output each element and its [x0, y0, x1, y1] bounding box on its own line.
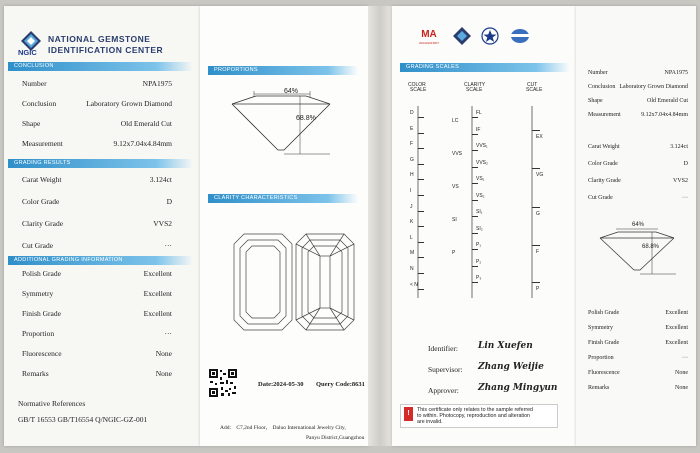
color-grade-label: D	[410, 110, 414, 116]
staff-role: Identifier:	[428, 344, 458, 353]
field-row	[588, 195, 613, 201]
section-grading-results: GRADING RESULTS	[8, 159, 193, 168]
field-label: Finish Grade	[588, 340, 620, 346]
clarity-scale-title-2: SCALE	[466, 87, 483, 93]
clarity-group-label: VVS	[452, 151, 463, 158]
cut-grade-tick	[532, 207, 540, 208]
field-label: Symmetry	[588, 325, 613, 331]
field-value-wrap	[144, 269, 172, 278]
field-label: Fluorescence	[588, 370, 620, 376]
center-name-line2: IDENTIFICATION CENTER	[48, 45, 164, 55]
field-row	[22, 175, 61, 184]
section-additional: ADDITIONAL GRADING INFORMATION	[8, 256, 193, 265]
staff-role: Approver:	[428, 386, 459, 395]
center-fold	[368, 6, 392, 446]
color-grade-label: I	[410, 188, 412, 194]
cut-grade-tick	[532, 245, 540, 246]
scales-panel	[392, 6, 576, 446]
field-value: 9.12x7.04x4.84mm	[113, 139, 172, 148]
certificate-front-panel	[4, 6, 200, 446]
field-value: VVS2	[153, 219, 172, 228]
staff-signature: Lin Xuefen	[478, 341, 533, 351]
qr-code-icon	[208, 368, 238, 398]
field-value: 3.124ct	[670, 144, 688, 150]
color-grade-tick	[418, 195, 424, 196]
color-grade-tick	[418, 117, 424, 118]
field-value: 9.12x7.04x4.84mm	[641, 112, 688, 118]
field-row	[22, 289, 53, 298]
query-code: Query Code:8631	[316, 381, 365, 388]
field-row	[22, 139, 63, 148]
field-label: Polish Grade	[588, 310, 620, 316]
field-value-wrap	[153, 219, 172, 228]
field-value: Excellent	[143, 309, 172, 318]
color-grade-label: N	[410, 266, 414, 272]
field-value: D	[683, 161, 688, 167]
field-label: Clarity Grade	[588, 178, 621, 184]
field-label: Color Grade	[588, 161, 618, 167]
field-label: Measurement	[588, 112, 621, 118]
field-row	[22, 79, 47, 88]
field-label: Shape	[588, 98, 603, 104]
cut-grade-label: EX	[536, 134, 543, 140]
field-row	[588, 370, 620, 376]
field-row	[22, 119, 40, 128]
logo-abbr: NGIC	[18, 48, 37, 57]
clarity-grade-label: P₁	[476, 242, 482, 248]
field-row	[588, 70, 608, 76]
field-value-wrap	[673, 178, 688, 184]
field-row	[22, 369, 49, 378]
field-label: Conclusion	[22, 99, 57, 108]
color-scale-title-1: COLOR	[408, 82, 426, 88]
clarity-grade-tick	[472, 216, 478, 217]
cut-grade-label: VG	[536, 172, 544, 178]
field-value-wrap	[682, 195, 688, 201]
clarity-grade-tick	[472, 150, 478, 151]
field-value-wrap	[144, 309, 172, 318]
cut-grade-label: F	[536, 249, 540, 255]
clarity-grade-tick	[472, 266, 478, 267]
field-value: Excellent	[143, 269, 172, 278]
section-proportions: PROPORTIONS	[208, 66, 358, 75]
field-value: Excellent	[665, 340, 688, 346]
field-value-wrap	[86, 99, 172, 108]
field-label: Cut Grade	[22, 241, 54, 250]
clarity-grade-label: SI₁	[476, 209, 483, 215]
section-grading-scales: GRADING SCALES	[400, 63, 570, 72]
address-line2: Panyu District,Guangzhou	[306, 435, 365, 441]
field-value: Old Emerald Cut	[647, 98, 688, 104]
clarity-grade-label: P₃	[476, 275, 482, 281]
field-label: Remarks	[588, 385, 610, 391]
field-row	[588, 355, 614, 361]
summary-table-percent: 64%	[632, 222, 645, 228]
field-row	[22, 349, 62, 358]
disclaimer-line1: This certificate only relates to the sample referred	[417, 407, 533, 413]
field-value: ···	[682, 355, 688, 361]
disclaimer-box	[400, 404, 558, 428]
field-row	[22, 219, 63, 228]
clarity-grade-label: P₂	[476, 258, 482, 265]
proportion-diagram	[214, 84, 354, 160]
depth-percent: 68.8%	[296, 115, 316, 122]
field-value: None	[675, 370, 688, 376]
summary-panel	[576, 6, 696, 446]
field-value: None	[675, 385, 688, 391]
field-value: Laboratory Grown Diamond	[619, 84, 688, 90]
field-value: NPA1975	[664, 70, 688, 76]
cut-grade-label: P	[536, 286, 540, 292]
cut-grade-tick	[532, 168, 540, 169]
field-row	[588, 98, 603, 104]
color-grade-tick	[418, 211, 424, 212]
warning-icon: !	[404, 407, 413, 421]
field-label: Carat Weight	[22, 175, 62, 184]
cma-code: 202419013607	[418, 41, 440, 45]
clarity-group-label: VS	[452, 184, 459, 191]
field-value: NPA1975	[142, 79, 172, 88]
field-label: Carat Weight	[588, 144, 620, 150]
color-grade-label: F	[410, 141, 414, 148]
clarity-scale-title-1: CLARITY	[464, 82, 486, 88]
field-value: ···	[164, 329, 172, 338]
color-grade-label: L	[410, 234, 413, 241]
field-value-wrap	[167, 197, 172, 206]
color-grade-label: G	[410, 156, 414, 163]
color-grade-label: J	[410, 203, 413, 210]
clarity-grade-label: VVS₂	[476, 159, 488, 166]
field-label: Cut Grade	[588, 195, 613, 201]
field-row	[588, 340, 619, 346]
cut-grade-tick	[532, 282, 540, 283]
color-grade-label: K	[410, 219, 414, 226]
cut-scale-title-1: CUT	[527, 82, 538, 88]
field-value: VVS2	[672, 178, 688, 184]
field-label: Finish Grade	[22, 309, 61, 318]
scale-axes	[392, 6, 576, 306]
cut-grade-label: G	[536, 211, 540, 217]
field-value: Old Emerald Cut	[120, 119, 172, 128]
references-title: Normative References	[18, 399, 86, 408]
field-value-wrap	[165, 241, 173, 250]
clarity-grade-tick	[472, 249, 478, 250]
summary-depth-percent: 68.8%	[642, 244, 660, 250]
field-row	[588, 112, 621, 118]
clarity-group-label: SI	[452, 217, 457, 224]
field-value-wrap	[675, 385, 688, 391]
field-row	[22, 197, 59, 206]
field-row	[22, 329, 54, 338]
color-scale-title-2: SCALE	[410, 87, 427, 93]
field-value-wrap	[675, 370, 688, 376]
clarity-grade-tick	[472, 117, 478, 118]
color-grade-tick	[418, 179, 424, 180]
field-row	[22, 309, 61, 318]
field-row	[22, 241, 53, 250]
clarity-grade-label: VS₂	[476, 192, 485, 199]
staff-signature: Zhang Mingyun	[478, 383, 558, 393]
clarity-grade-label: VVS₁	[476, 143, 488, 149]
color-grade-label: E	[410, 125, 414, 132]
field-value-wrap	[670, 144, 688, 150]
clarity-grade-label: VS₁	[476, 176, 485, 182]
field-label: Shape	[22, 119, 41, 128]
cut-scale-title-2: SCALE	[526, 87, 543, 93]
field-label: Fluorescence	[22, 349, 62, 358]
field-row	[588, 144, 620, 150]
field-value-wrap	[156, 369, 172, 378]
field-value-wrap	[113, 139, 172, 148]
field-row	[588, 84, 615, 90]
table-percent: 64%	[284, 88, 299, 95]
section-clarity: CLARITY CHARACTERISTICS	[208, 194, 358, 203]
clarity-grade-label: IF	[476, 126, 481, 133]
clarity-grade-tick	[472, 282, 478, 283]
clarity-grade-label: FL	[476, 110, 482, 116]
field-value: Excellent	[665, 310, 688, 316]
field-value: ···	[164, 241, 172, 250]
diagram-panel	[200, 6, 368, 446]
field-label: Conclusion	[588, 84, 616, 90]
field-row	[22, 99, 56, 108]
field-label: Measurement	[22, 139, 63, 148]
clarity-grade-label: SI₂	[476, 225, 483, 232]
staff-role: Supervisor:	[428, 365, 463, 374]
field-label: Number	[588, 70, 608, 76]
field-label: Clarity Grade	[22, 219, 64, 228]
field-row	[588, 178, 621, 184]
cma-mark: MA	[421, 29, 437, 40]
field-value-wrap	[665, 325, 688, 331]
field-value-wrap	[144, 289, 172, 298]
field-value-wrap	[121, 119, 172, 128]
field-row	[588, 310, 619, 316]
center-name-line1: NATIONAL GEMSTONE	[48, 34, 151, 44]
field-value-wrap	[165, 329, 173, 338]
field-value-wrap	[156, 349, 172, 358]
issue-date: Date:2024-05-30	[258, 381, 304, 388]
field-value-wrap	[684, 161, 688, 167]
color-grade-tick	[418, 133, 424, 134]
field-value-wrap	[150, 175, 172, 184]
field-value: 3.124ct	[149, 175, 172, 184]
clarity-grade-tick	[472, 134, 478, 135]
color-grade-tick	[418, 289, 424, 290]
field-value-wrap	[665, 340, 688, 346]
field-value-wrap	[647, 98, 688, 104]
field-label: Color Grade	[22, 197, 60, 206]
summary-proportion-diagram	[586, 222, 690, 278]
disclaimer-line2: to within. Photocopy, reproduction and alteration	[417, 413, 530, 419]
clarity-grade-tick	[472, 167, 478, 168]
field-value: D	[166, 197, 172, 206]
field-value: ···	[682, 195, 688, 201]
field-value-wrap	[665, 310, 688, 316]
field-row	[588, 161, 618, 167]
color-grade-label: H	[410, 172, 414, 179]
color-grade-tick	[418, 242, 424, 243]
color-grade-tick	[418, 164, 424, 165]
field-label: Number	[22, 79, 47, 88]
color-grade-label: < N	[410, 281, 418, 288]
section-conclusion: CONCLUSION	[8, 62, 193, 71]
field-label: Remarks	[22, 369, 49, 378]
field-value: Excellent	[665, 325, 688, 331]
field-row	[22, 269, 61, 278]
address-line1: Add： C7,2nd Floor， Daluo International Jewelry City,	[220, 425, 346, 431]
field-row	[588, 325, 613, 331]
staff-signature: Zhang Weijie	[478, 362, 544, 372]
field-row	[588, 385, 609, 391]
color-grade-tick	[418, 226, 424, 227]
field-label: Proportion	[22, 329, 55, 338]
clarity-grade-tick	[472, 183, 478, 184]
clarity-grade-tick	[472, 233, 478, 234]
color-grade-tick	[418, 257, 424, 258]
clarity-plot	[232, 232, 362, 332]
field-value: None	[155, 349, 172, 358]
color-grade-tick	[418, 273, 424, 274]
field-value-wrap	[641, 112, 688, 118]
field-label: Proportion	[588, 355, 614, 361]
field-label: Symmetry	[22, 289, 54, 298]
disclaimer-line3: are invalid.	[417, 419, 443, 425]
clarity-group-label: LC	[452, 118, 459, 125]
clarity-group-label: P	[452, 250, 456, 257]
field-value-wrap	[143, 79, 172, 88]
field-value-wrap	[619, 84, 688, 90]
field-value: Excellent	[143, 289, 172, 298]
field-value-wrap	[665, 70, 688, 76]
cut-grade-tick	[532, 130, 540, 131]
color-grade-tick	[418, 148, 424, 149]
references-text: GB/T 16553 GB/T16554 Q/NGIC-GZ-001	[18, 415, 148, 424]
field-value-wrap	[682, 355, 688, 361]
field-label: Polish Grade	[22, 269, 61, 278]
clarity-grade-tick	[472, 200, 478, 201]
color-grade-label: M	[410, 250, 415, 257]
field-value: Laboratory Grown Diamond	[86, 99, 172, 108]
field-value: None	[155, 369, 172, 378]
